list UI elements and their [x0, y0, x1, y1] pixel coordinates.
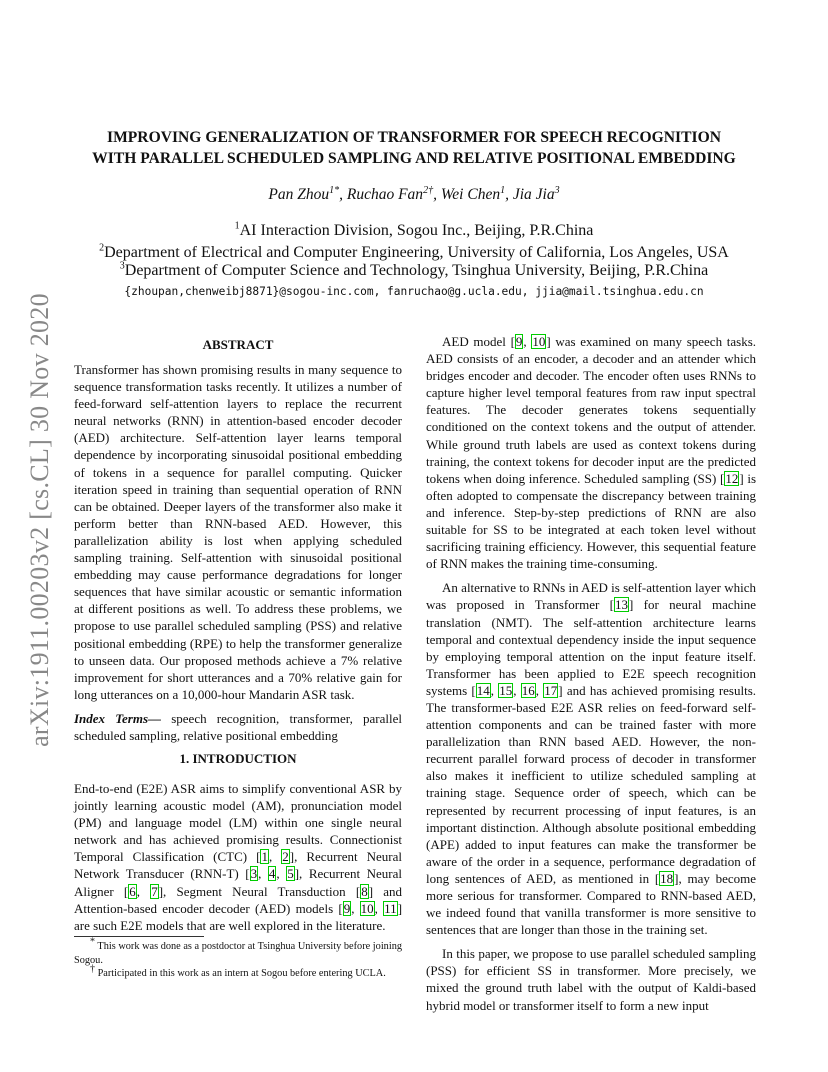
author-name: Ruchao Fan: [346, 186, 424, 203]
citation-link[interactable]: 7: [151, 883, 158, 899]
author-name: Pan Zhou: [268, 186, 330, 203]
citation-link[interactable]: 3: [250, 866, 258, 882]
citation-link[interactable]: 9: [515, 334, 523, 349]
citation-link[interactable]: 15: [499, 682, 513, 698]
citation-link[interactable]: 8: [361, 883, 368, 899]
citation-link[interactable]: 12: [725, 470, 739, 486]
citation-link[interactable]: 18: [660, 870, 674, 886]
footnotes: * This work was done as a postdoctor at Tsinghua University before joining Sogou. † Participated in this work as an intern at Sogou before entering UCLA.: [74, 936, 402, 979]
paragraph: In this paper, we propose to use parallel scheduled sampling (PSS) for efficient SS in transformer. More precisely, we mixed the ground truth label with the output of Kaldi-based hybrid model or transformer itself to form a new input: [426, 946, 756, 1013]
affiliation: $^1$AI Interaction Division, Sogou Inc., Beijing, P.R.China: [234, 220, 594, 239]
paragraph: AED model [9, 10] was examined on many speech tasks. AED consists of an encoder, a decoder and an attender which bridges encoder and decoder. The encoder often uses RNNs to capture higher level temporal features from raw input spectral features. The decoder generates tokens sequentially conditioned on the context tokens and the output of attender. While ground truth labels are used as context tokens during training, the context tokens for decoder input are the predicted tokens when doing inference. Scheduled sampling (SS) [12] is often adopted to compensate the discrepancy between training and inference. Step-by-step predictions of RNN are also suitable for SS to be integrated at each token level without sacrificing training efficiency. However, this sequential feature of RNN makes the training time-consuming.: [426, 334, 757, 572]
citation-link[interactable]: 16: [521, 682, 535, 698]
citation-link[interactable]: 2: [282, 849, 289, 865]
citation-link[interactable]: 10: [360, 900, 374, 916]
citation-link[interactable]: 9: [343, 900, 351, 916]
affiliation: $^2$Department of Electrical and Computer Engineering, University of California, Los Angeles, USA: [99, 242, 729, 261]
citation-link[interactable]: 11: [384, 900, 397, 916]
citation-link[interactable]: 10: [532, 334, 546, 349]
citation-link[interactable]: 5: [287, 866, 294, 882]
title-line-1: IMPROVING GENERALIZATION OF TRANSFORMER FOR SPEECH RECOGNITION: [107, 129, 721, 146]
arxiv-identifier: arXiv:1911.00203v2 [cs.CL] 30 Nov 2020: [25, 293, 54, 747]
citation-link[interactable]: 14: [476, 682, 490, 698]
affiliation: $^3$Department of Computer Science and Technology, Tsinghua University, Beijing, P.R.China: [119, 260, 709, 279]
paper-title: [74, 127, 754, 169]
right-column: [426, 333, 756, 1014]
author-name: Jia Jia: [512, 186, 555, 203]
citation-link[interactable]: 17: [544, 682, 558, 698]
section-heading-introduction: 1. INTRODUCTION: [179, 751, 297, 766]
citation-link[interactable]: 6: [129, 883, 136, 899]
author-list: Pan Zhou$^{1*}$, Ruchao Fan$^{2\dagger}$, Wei Chen$^1$, Jia Jia$^3$: [268, 184, 560, 203]
author-emails: {zhoupan,chenweibj8871}@sogou-inc.com, fanruchao@g.ucla.edu, jjia@mail.tsinghua.edu.cn: [124, 285, 704, 298]
citation-link[interactable]: 1: [261, 849, 268, 865]
citation-link[interactable]: 13: [614, 597, 628, 613]
paragraph: An alternative to RNNs in AED is self-attention layer which was proposed in Transformer [13] for neural machine translation (NMT). The self-attention architecture learns temporal and contextual dependency inside the input sequence by employing temporal attention on the input feature itself. Transformer has been applied to E2E speech recognition systems [14, 15, 16, 17] and has achieved promising results. The transformer-based E2E ASR relies on feed-forward self-attention components and can be trained faster with more parallelization than RNN based AED. However, the non-recurrent parallel forward process of decoder in transformer also makes it inefficient to utilize scheduled sampling at training stage. Sequence order of speech, which can be represented by recurrent processing of input features, is an important distinction. Although absolute positional embedding (APE) added to input features can make the transformer be aware of the order in a sequence, performance degradation of long sentences of AED, as mentioned in [18], may become more serious for transformer. Compared to RNN-based AED, we indeed found that vanilla transformer is more sensitive to sentences that are longer than those in the training set.: [426, 580, 757, 938]
abstract-body: Transformer has shown promising results in many sequence to sequence transformation tasks recently. It utilizes a number of feed-forward self-attention layers to replace the recurrent neural networks (RNN) in attention-based encoder decoder (AED) architecture. Self-attention layer learns temporal dependence by incorporating sinusoidal positional embedding of tokens in a sequence for parallel computing. Quicker iteration speed in training than sequential operation of RNN can be obtained. Deeper layers of the transformer also make it perform better than RNN-based AED. However, this parallelization ability is lost when applying scheduled sampling training. Self-attention with sinusoidal positional embedding may cause performance degradations for longer sequences that have similar acoustic or semantic information at different positions as well. To address these problems, we propose to use parallel scheduled sampling (PSS) and relative positional embedding (RPE) to help the transformer generalize to unseen data. Our proposed methods achieve a 7% relative improvement for short utterances and a 70% relative gain for long utterances on a 10,000-hour Mandarin ASR task. Index Terms— speech recognition, transformer, parallel scheduled sampling, relative positional embedding: [74, 362, 402, 743]
author-name: Wei Chen: [440, 186, 501, 203]
abstract-heading: ABSTRACT: [202, 337, 274, 352]
title-line-2: WITH PARALLEL SCHEDULED SAMPLING AND RELATIVE POSITIONAL EMBEDDING: [92, 150, 736, 167]
intro-paragraph: End-to-end (E2E) ASR aims to simplify conventional ASR by jointly learning acoustic model (AM), pronunciation model (PM) and language model (LM) within one single neural network and has achieved promising results. Connectionist Temporal Classification (CTC) [1, 2], Recurrent Neural Network Transducer (RNN-T) [3, 4, 5], Recurrent Neural Aligner [6, 7], Segment Neural Transduction [8] and Attention-based encoder decoder (AED) models [9, 10, 11] are such E2E models that are well explored in the literature.: [74, 781, 403, 933]
citation-link[interactable]: 4: [268, 866, 276, 882]
index-terms: Index Terms— speech recognition, transformer, parallel scheduled sampling, relative positional embedding: [74, 710, 402, 743]
